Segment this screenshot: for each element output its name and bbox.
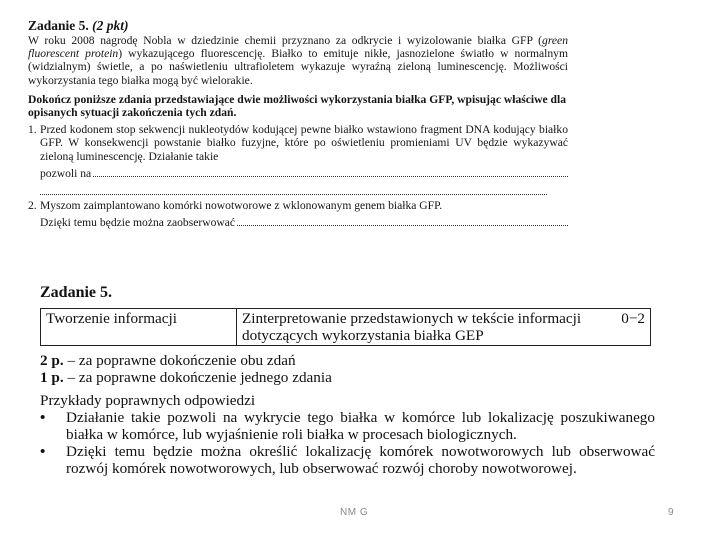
scoring-table bbox=[40, 308, 651, 346]
intro-text-em: green fluorescent protein bbox=[28, 34, 568, 61]
intro-text-1: W roku 2008 nagrodę Nobla w dziedzinie chemii przyznano za odkrycie i wyizolowanie białka GFP ( bbox=[28, 34, 543, 47]
footer-label: NM G bbox=[340, 507, 369, 518]
task-title: Zadanie 5. bbox=[28, 18, 89, 33]
task-item-2 bbox=[28, 199, 568, 229]
bullet-icon: • bbox=[40, 409, 46, 426]
item-2-number: 2. bbox=[28, 199, 37, 213]
page-number: 9 bbox=[668, 507, 674, 518]
score-1-points: 1 p. bbox=[40, 369, 64, 386]
answer-2-text: Dzięki temu będzie można określić lokalizację komórek nowotworowych lub obserwować rozwój komórek nowotworowych, lub obserwować rozwój choroby nowotworowej. bbox=[66, 443, 655, 477]
item-2-fill-label: Dzięki temu będzie można zaobserwować bbox=[40, 216, 236, 230]
task-intro bbox=[28, 34, 568, 87]
score-2-line bbox=[40, 352, 655, 369]
answer-example-1 bbox=[40, 409, 655, 443]
score-1-line bbox=[40, 369, 655, 386]
task-item-1 bbox=[28, 123, 568, 195]
table-cell-skill: Tworzenie informacji bbox=[41, 309, 237, 346]
item-1-number: 1. bbox=[28, 123, 37, 137]
item-2-answer-line bbox=[40, 215, 568, 229]
item-1-fill-label: pozwoli na bbox=[40, 166, 92, 180]
examples-title: Przykłady poprawnych odpowiedzi bbox=[40, 392, 256, 409]
answer-example-2 bbox=[40, 443, 655, 477]
score-2-points: 2 p. bbox=[40, 352, 64, 369]
task-heading bbox=[28, 18, 568, 34]
bullet-icon: • bbox=[40, 443, 46, 460]
score-1-text: – za poprawne dokończenie jednego zdania bbox=[63, 369, 332, 386]
answer-1-text: Działanie takie pozwoli na wykrycie tego białka w komórce lub lokalizację poszukiwanego białka w komórce, lub wyjaśnienie roli białka w procesach biologicznych. bbox=[66, 409, 655, 443]
task-instruction: Dokończ poniższe zdania przedstawiające dwie możliwości wykorzystania białka GFP, wpisując właściwe dla opisanych sytuacji zakończenia tych zdań. bbox=[28, 92, 567, 120]
table-cell-requirement: Zinterpretowanie przedstawionych w tekście informacji dotyczących wykorzystania białka GEP bbox=[237, 309, 601, 346]
item-2-dotted-line bbox=[237, 215, 568, 226]
item-2-text: Myszom zaimplantowano komórki nowotworowe z wklonowanym genem białka GFP. bbox=[40, 199, 443, 213]
intro-text-2: ) wykazującego fluorescencję. Białko to emituje nikłe, jasnozielone światło w normalnym (widzialnym) świetle, a po naświetleniu ultrafioletem wykazuje wyraźną zieloną luminescencję. Możliwości wykorzystania tego białka mogą być wielorakie. bbox=[28, 47, 568, 87]
item-1-answer-line bbox=[40, 166, 568, 180]
key-title: Zadanie 5. bbox=[40, 284, 113, 301]
table-row bbox=[41, 309, 651, 346]
table-cell-points: 0−2 bbox=[600, 309, 651, 346]
scanned-task-excerpt bbox=[28, 18, 568, 229]
item-1-text: Przed kodonem stop sekwencji nukleotydów kodującej pewne białko wstawiono fragment DNA kodujący białko GFP. W konsekwencji powstanie białko fuzyjne, które po oświetleniu promieniami UV będzie wykazywać zieloną luminescencję. Działanie takie bbox=[40, 123, 568, 163]
score-2-text: – za poprawne dokończenie obu zdań bbox=[63, 352, 296, 369]
item-1-dotted-line-2 bbox=[40, 184, 547, 195]
item-1-dotted-line bbox=[93, 166, 568, 177]
task-points: (2 pkt) bbox=[92, 18, 129, 33]
answer-key bbox=[40, 284, 655, 477]
